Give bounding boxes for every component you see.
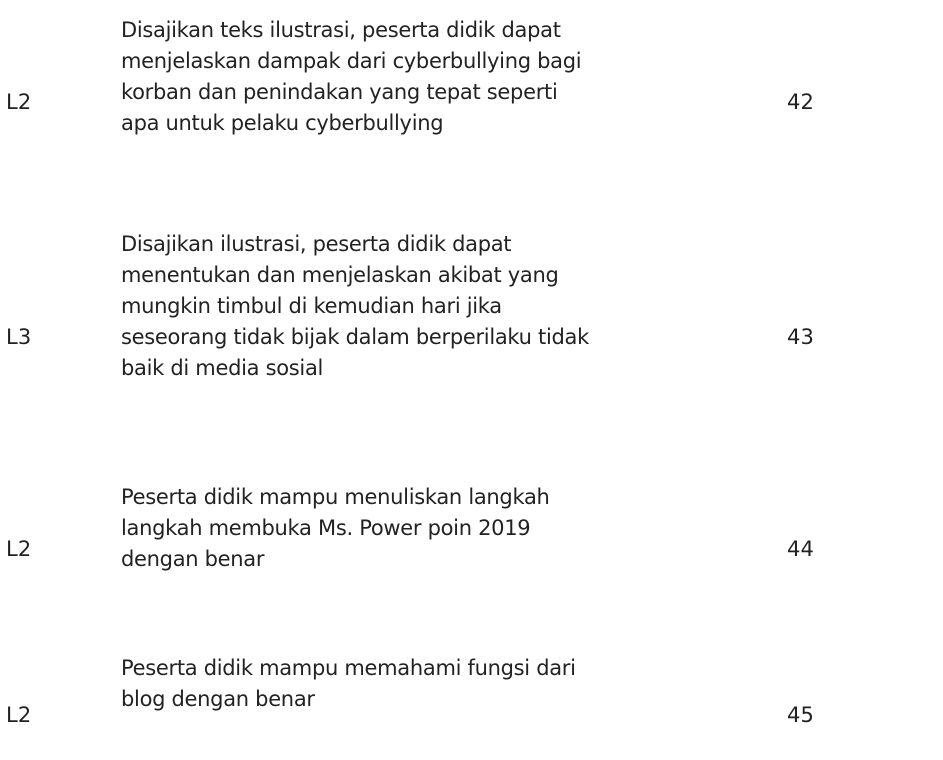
indicator-line: baik di media sosial (121, 356, 324, 380)
cognitive-level: L2 (6, 537, 32, 561)
cognitive-level: L2 (6, 703, 32, 727)
indicator-line: mungkin timbul di kemudian hari jika (121, 294, 502, 318)
indicator-line: menentukan dan menjelaskan akibat yang (121, 263, 559, 287)
indicator-text (121, 15, 721, 139)
cognitive-level: L3 (6, 325, 32, 349)
question-number: 45 (787, 703, 815, 727)
indicator-text (121, 653, 721, 715)
question-number: 42 (787, 90, 815, 114)
indicator-line: seseorang tidak bijak dalam berperilaku tidak (121, 325, 589, 349)
indicator-line: Peserta didik mampu menuliskan langkah (121, 485, 550, 509)
question-number: 43 (787, 325, 815, 349)
indicator-line: langkah membuka Ms. Power poin 2019 (121, 516, 531, 540)
indicator-line: blog dengan benar (121, 687, 315, 711)
indicator-line: Peserta didik mampu memahami fungsi dari (121, 656, 576, 680)
indicator-line: Disajikan ilustrasi, peserta didik dapat (121, 232, 512, 256)
cognitive-level: L2 (6, 90, 32, 114)
indicator-line: dengan benar (121, 547, 265, 571)
indicator-line: apa untuk pelaku cyberbullying (121, 111, 444, 135)
indicator-text (121, 229, 721, 384)
indicator-line: korban dan penindakan yang tepat seperti (121, 80, 558, 104)
indicator-text (121, 482, 721, 575)
indicator-line: menjelaskan dampak dari cyberbullying bagi (121, 49, 582, 73)
indicator-line: Disajikan teks ilustrasi, peserta didik dapat (121, 18, 561, 42)
question-number: 44 (787, 537, 815, 561)
